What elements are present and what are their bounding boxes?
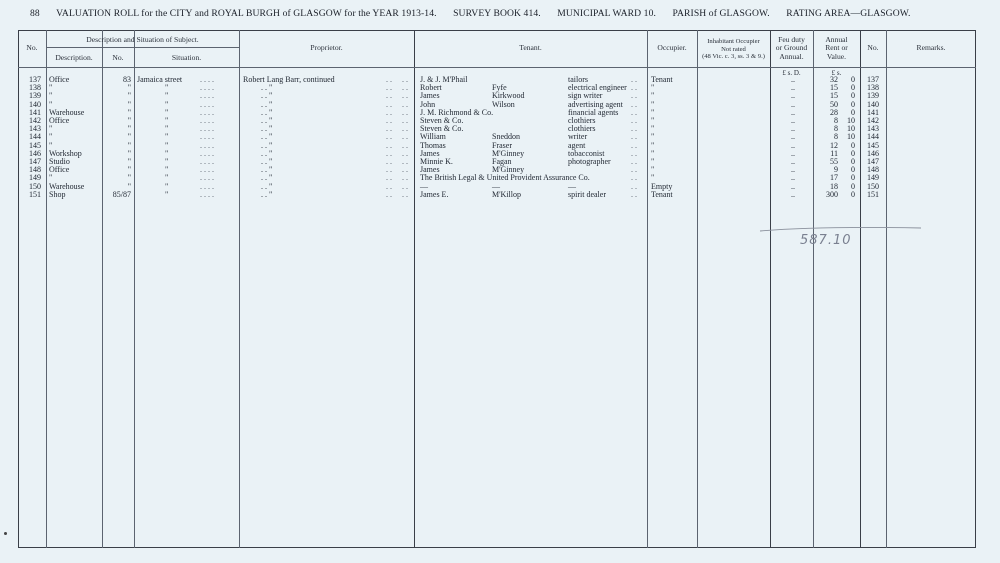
row-tenant-occupation: clothiers bbox=[568, 124, 596, 134]
row-description: Studio bbox=[49, 157, 70, 166]
row-rent-shillings: 0 bbox=[851, 148, 855, 158]
row-number: 141 bbox=[29, 107, 41, 117]
row-tenant-surname: Fraser bbox=[492, 140, 512, 150]
row-number-right: 145 bbox=[867, 140, 879, 150]
row-tenant-first: James bbox=[420, 91, 440, 101]
row-feu-duty: .. bbox=[791, 189, 795, 199]
row-number: 138 bbox=[29, 83, 41, 93]
col-rule bbox=[770, 30, 771, 548]
row-number-right: 144 bbox=[867, 132, 879, 142]
row-proprietor: . . " bbox=[261, 173, 273, 183]
row-situation: " bbox=[165, 91, 169, 101]
dot-leader: . . bbox=[386, 91, 392, 101]
row-occupier: " bbox=[651, 157, 655, 166]
dot-leader: . . . . bbox=[200, 157, 214, 166]
row-tenant-occupation: photographer bbox=[568, 157, 611, 166]
row-tenant-first: Steven & Co. bbox=[420, 124, 464, 134]
row-tenant-occupation: tailors bbox=[568, 75, 588, 84]
dot-leader: . . bbox=[631, 181, 637, 191]
row-rent-shillings: 10 bbox=[847, 124, 855, 134]
row-occupier: " bbox=[651, 107, 655, 117]
roll-title: VALUATION ROLL for the CITY and ROYAL BURGH of GLASGOW for the YEAR 1913-14. bbox=[56, 8, 437, 19]
header-no-right: No. bbox=[867, 43, 879, 52]
dot-leader: . . bbox=[386, 132, 392, 142]
row-situation: " bbox=[165, 189, 169, 199]
row-rent-pounds: 9 bbox=[834, 165, 838, 175]
row-description: Office bbox=[49, 116, 70, 125]
row-description: Office bbox=[49, 75, 70, 84]
page-header bbox=[30, 8, 990, 19]
row-street-number: " bbox=[127, 148, 131, 158]
row-proprietor: . . " bbox=[261, 107, 273, 117]
row-number-right: 138 bbox=[867, 83, 879, 93]
row-occupier: " bbox=[651, 132, 655, 142]
row-feu-duty: .. bbox=[791, 173, 795, 183]
row-occupier: " bbox=[651, 116, 655, 125]
row-proprietor: . . " bbox=[261, 189, 273, 199]
row-street-number: " bbox=[127, 181, 131, 191]
handwritten-total: 587.10 bbox=[800, 233, 852, 248]
dot-leader: . . bbox=[402, 173, 408, 183]
row-tenant-occupation: — bbox=[568, 181, 576, 191]
row-tenant-occupation: agent bbox=[568, 140, 586, 150]
row-rent-pounds: 50 bbox=[830, 99, 838, 109]
dot-leader: . . bbox=[402, 99, 408, 109]
header-feu-line1: Feu duty bbox=[778, 35, 805, 44]
row-rent-pounds: 17 bbox=[830, 173, 838, 183]
header-tenant: Tenant. bbox=[519, 43, 542, 52]
row-situation: " bbox=[165, 83, 169, 93]
row-feu-duty: .. bbox=[791, 132, 795, 142]
header-rent-line1: Annual bbox=[825, 35, 848, 44]
row-proprietor: . . " bbox=[261, 140, 273, 150]
row-situation: " bbox=[165, 99, 169, 109]
row-situation: " bbox=[165, 116, 169, 125]
header-inhabitant bbox=[697, 38, 770, 61]
row-rent-shillings: 10 bbox=[847, 132, 855, 142]
row-situation: " bbox=[165, 140, 169, 150]
row-description: " bbox=[49, 91, 53, 101]
rating-area: RATING AREA—GLASGOW. bbox=[786, 8, 911, 19]
row-tenant-occupation: clothiers bbox=[568, 116, 596, 125]
row-occupier: Empty bbox=[651, 181, 673, 191]
dot-leader: . . bbox=[386, 107, 392, 117]
row-tenant-surname: Fagan bbox=[492, 157, 512, 166]
header-annual-rent bbox=[813, 36, 860, 61]
row-rent-shillings: 0 bbox=[851, 140, 855, 150]
header-situation: Situation. bbox=[171, 53, 202, 62]
dot-leader: . . bbox=[386, 99, 392, 109]
header-feu-duty bbox=[770, 36, 813, 61]
header-rent-units: £ s. bbox=[831, 69, 842, 77]
row-proprietor: . . " bbox=[261, 157, 273, 166]
row-rent-pounds: 55 bbox=[830, 157, 838, 166]
row-number-right: 148 bbox=[867, 165, 879, 175]
row-description: Shop bbox=[49, 189, 66, 199]
row-tenant-occupation: electrical engineer bbox=[568, 83, 627, 93]
row-street-number: 85/87 bbox=[112, 189, 131, 199]
row-feu-duty: .. bbox=[791, 99, 795, 109]
dot-leader: . . bbox=[402, 75, 408, 84]
dot-leader: . . . . bbox=[200, 99, 214, 109]
row-number: 137 bbox=[29, 75, 41, 84]
row-description: " bbox=[49, 132, 53, 142]
row-description: Warehouse bbox=[49, 181, 85, 191]
col-rule bbox=[697, 30, 698, 548]
dot-leader: . . bbox=[631, 107, 637, 117]
row-tenant-first: William bbox=[420, 132, 446, 142]
row-rent-shillings: 0 bbox=[851, 181, 855, 191]
row-situation: " bbox=[165, 148, 169, 158]
dot-leader: . . bbox=[402, 83, 408, 93]
dot-leader: . . bbox=[631, 157, 637, 166]
dot-leader: . . bbox=[631, 140, 637, 150]
row-number-right: 146 bbox=[867, 148, 879, 158]
row-tenant-first: — bbox=[420, 181, 428, 191]
row-tenant-surname: M'Killop bbox=[492, 189, 521, 199]
dot-leader: . . bbox=[386, 157, 392, 166]
dot-leader: . . bbox=[402, 181, 408, 191]
header-inhabitant-line3: (48 Vic. c. 3, ss. 3 & 9.) bbox=[702, 53, 765, 61]
dot-leader: . . bbox=[386, 165, 392, 175]
row-proprietor: Robert Lang Barr, continued bbox=[243, 75, 335, 84]
survey-book: SURVEY BOOK 414. bbox=[453, 8, 541, 19]
row-number-right: 142 bbox=[867, 116, 879, 125]
row-number: 149 bbox=[29, 173, 41, 183]
dot-leader: . . bbox=[402, 157, 408, 166]
header-inhabitant-line1: Inhabitant Occupier bbox=[707, 38, 760, 45]
municipal-ward: MUNICIPAL WARD 10. bbox=[557, 8, 656, 19]
dot-leader: . . . . bbox=[200, 165, 214, 175]
row-situation: Jamaica street bbox=[137, 75, 183, 84]
row-street-number: 83 bbox=[123, 75, 131, 84]
row-number: 143 bbox=[29, 124, 41, 134]
dot-leader: . . bbox=[631, 99, 637, 109]
header-description-group: Description and Situation of Subject. bbox=[86, 35, 199, 44]
row-proprietor: . . " bbox=[261, 83, 273, 93]
row-number: 145 bbox=[29, 140, 41, 150]
header-rent-line2: Rent or bbox=[825, 43, 848, 53]
row-tenant-first: John bbox=[420, 99, 436, 109]
row-rent-pounds: 8 bbox=[834, 132, 838, 142]
header-occupier: Occupier. bbox=[657, 43, 687, 52]
dot-leader: . . bbox=[402, 107, 408, 117]
row-tenant-occupation: financial agents bbox=[568, 107, 619, 117]
row-occupier: " bbox=[651, 165, 655, 175]
row-tenant-first: Robert bbox=[420, 83, 442, 93]
row-feu-duty: .. bbox=[791, 91, 795, 101]
row-number: 139 bbox=[29, 91, 41, 101]
row-rent-pounds: 8 bbox=[834, 116, 838, 125]
row-tenant-surname: Wilson bbox=[492, 99, 515, 109]
row-rent-pounds: 28 bbox=[830, 107, 838, 117]
dot-leader: . . bbox=[631, 165, 637, 175]
row-tenant-surname: Sneddon bbox=[492, 132, 520, 142]
row-feu-duty: .. bbox=[791, 107, 795, 117]
row-rent-pounds: 11 bbox=[830, 148, 838, 158]
row-description: " bbox=[49, 173, 53, 183]
row-street-number: " bbox=[127, 116, 131, 125]
dot-leader: . . bbox=[631, 116, 637, 125]
dot-leader: . . bbox=[402, 165, 408, 175]
row-feu-duty: .. bbox=[791, 181, 795, 191]
dot-leader: . . . . bbox=[200, 83, 214, 93]
row-description: Warehouse bbox=[49, 107, 85, 117]
parish: PARISH of GLASGOW. bbox=[672, 8, 770, 19]
row-street-number: " bbox=[127, 83, 131, 93]
dot-leader: . . bbox=[386, 181, 392, 191]
row-proprietor: . . " bbox=[261, 181, 273, 191]
dot-leader: . . bbox=[402, 148, 408, 158]
dot-leader: . . . . bbox=[200, 140, 214, 150]
row-proprietor: . . " bbox=[261, 124, 273, 134]
row-number: 150 bbox=[29, 181, 41, 191]
dot-leader: . . . . bbox=[200, 124, 214, 134]
row-number-right: 141 bbox=[867, 107, 879, 117]
row-proprietor: . . " bbox=[261, 116, 273, 125]
margin-dot bbox=[4, 532, 7, 535]
dot-leader: . . . . bbox=[200, 91, 214, 101]
page-number: 88 bbox=[30, 8, 40, 19]
header-remarks: Remarks. bbox=[916, 43, 946, 52]
row-tenant-first: J. M. Richmond & Co. bbox=[420, 107, 494, 117]
row-description: " bbox=[49, 124, 53, 134]
row-rent-pounds: 32 bbox=[830, 75, 838, 84]
row-situation: " bbox=[165, 107, 169, 117]
row-feu-duty: .. bbox=[791, 157, 795, 166]
row-feu-duty: .. bbox=[791, 165, 795, 175]
row-tenant-surname: — bbox=[492, 181, 500, 191]
row-tenant-first: J. & J. M'Phail bbox=[420, 75, 468, 84]
row-occupier: " bbox=[651, 124, 655, 134]
row-rent-pounds: 15 bbox=[830, 91, 838, 101]
header-proprietor: Proprietor. bbox=[310, 43, 343, 52]
dot-leader: . . bbox=[631, 75, 637, 84]
row-number-right: 151 bbox=[867, 189, 879, 199]
dot-leader: . . . . bbox=[200, 132, 214, 142]
row-number-right: 143 bbox=[867, 124, 879, 134]
row-description: " bbox=[49, 140, 53, 150]
row-number-right: 137 bbox=[867, 75, 879, 84]
row-feu-duty: .. bbox=[791, 116, 795, 125]
row-number: 147 bbox=[29, 157, 41, 166]
row-description: Workshop bbox=[49, 148, 82, 158]
dot-leader: . . bbox=[402, 91, 408, 101]
row-tenant-occupation: spirit dealer bbox=[568, 189, 606, 199]
row-tenant-occupation: writer bbox=[568, 132, 588, 142]
row-occupier: Tenant bbox=[651, 189, 673, 199]
row-rent-pounds: 15 bbox=[830, 83, 838, 93]
row-rent-shillings: 0 bbox=[851, 107, 855, 117]
row-tenant-occupation: tobacconist bbox=[568, 148, 605, 158]
dot-leader: . . bbox=[631, 148, 637, 158]
row-occupier: Tenant bbox=[651, 75, 673, 84]
dot-leader: . . . . bbox=[200, 107, 214, 117]
dot-leader: . . bbox=[386, 173, 392, 183]
row-proprietor: . . " bbox=[261, 165, 273, 175]
dot-leader: . . bbox=[386, 124, 392, 134]
row-number: 142 bbox=[29, 116, 41, 125]
row-street-number: " bbox=[127, 124, 131, 134]
header-inhabitant-line2: Not rated bbox=[721, 45, 746, 53]
col-rule bbox=[46, 30, 47, 548]
row-situation: " bbox=[165, 132, 169, 142]
row-occupier: " bbox=[651, 173, 655, 183]
col-rule bbox=[414, 30, 415, 548]
row-street-number: " bbox=[127, 173, 131, 183]
row-tenant-first: Thomas bbox=[420, 140, 446, 150]
row-occupier: " bbox=[651, 140, 655, 150]
dot-leader: . . bbox=[631, 124, 637, 134]
row-situation: " bbox=[165, 181, 169, 191]
row-rent-shillings: 0 bbox=[851, 189, 855, 199]
dot-leader: . . bbox=[631, 132, 637, 142]
row-street-number: " bbox=[127, 107, 131, 117]
row-feu-duty: .. bbox=[791, 140, 795, 150]
dot-leader: . . bbox=[631, 91, 637, 101]
row-street-number: " bbox=[127, 157, 131, 166]
row-rent-shillings: 0 bbox=[851, 83, 855, 93]
row-rent-shillings: 10 bbox=[847, 116, 855, 125]
header-number: No. bbox=[112, 53, 124, 62]
row-tenant-first: James E. bbox=[420, 189, 449, 199]
row-situation: " bbox=[165, 165, 169, 175]
row-tenant-surname: M'Ginney bbox=[492, 148, 525, 158]
row-tenant-first: James bbox=[420, 148, 440, 158]
header-feu-line3: Annual. bbox=[779, 51, 804, 61]
header-feu-line2: or Ground bbox=[775, 43, 808, 53]
row-number-right: 147 bbox=[867, 157, 879, 166]
row-feu-duty: .. bbox=[791, 148, 795, 158]
row-rent-shillings: 0 bbox=[851, 157, 855, 166]
row-proprietor: . . " bbox=[261, 91, 273, 101]
row-number: 148 bbox=[29, 165, 41, 175]
row-number: 140 bbox=[29, 99, 41, 109]
row-tenant-surname: M'Ginney bbox=[492, 165, 525, 175]
row-occupier: " bbox=[651, 83, 655, 93]
row-occupier: " bbox=[651, 91, 655, 101]
row-tenant-occupation: advertising agent bbox=[568, 99, 623, 109]
row-tenant-first: Minnie K. bbox=[420, 157, 453, 166]
group-rule bbox=[46, 47, 239, 48]
dot-leader: . . bbox=[402, 189, 408, 199]
dot-leader: . . . . bbox=[200, 148, 214, 158]
row-rent-shillings: 0 bbox=[851, 173, 855, 183]
row-proprietor: . . " bbox=[261, 99, 273, 109]
row-rent-shillings: 0 bbox=[851, 91, 855, 101]
row-tenant-surname: Fyfe bbox=[492, 83, 507, 93]
dot-leader: . . . . bbox=[200, 116, 214, 125]
header-rent-line3: Value. bbox=[826, 51, 847, 61]
dot-leader: . . . . bbox=[200, 173, 214, 183]
row-description: Office bbox=[49, 165, 70, 175]
dot-leader: . . bbox=[402, 140, 408, 150]
col-rule bbox=[134, 30, 135, 548]
row-feu-duty: .. bbox=[791, 83, 795, 93]
row-street-number: " bbox=[127, 91, 131, 101]
row-feu-duty: .. bbox=[791, 124, 795, 134]
row-street-number: " bbox=[127, 132, 131, 142]
dot-leader: . . bbox=[631, 83, 637, 93]
dot-leader: . . . . bbox=[200, 75, 214, 84]
dot-leader: . . bbox=[402, 116, 408, 125]
row-proprietor: . . " bbox=[261, 148, 273, 158]
row-street-number: " bbox=[127, 140, 131, 150]
row-tenant-first: The British Legal & United Provident Assurance Co. bbox=[420, 173, 590, 183]
dot-leader: . . bbox=[386, 75, 392, 84]
row-rent-pounds: 12 bbox=[830, 140, 838, 150]
row-situation: " bbox=[165, 124, 169, 134]
row-number: 144 bbox=[29, 132, 41, 142]
dot-leader: . . . . bbox=[200, 181, 214, 191]
dot-leader: . . bbox=[402, 132, 408, 142]
row-proprietor: . . " bbox=[261, 132, 273, 142]
dot-leader: . . bbox=[386, 83, 392, 93]
row-situation: " bbox=[165, 173, 169, 183]
row-feu-duty: .. bbox=[791, 75, 795, 84]
col-rule bbox=[886, 30, 887, 548]
row-occupier: " bbox=[651, 148, 655, 158]
dot-leader: . . bbox=[386, 116, 392, 125]
row-number: 146 bbox=[29, 148, 41, 158]
dot-leader: . . bbox=[386, 189, 392, 199]
row-number-right: 149 bbox=[867, 173, 879, 183]
col-rule bbox=[860, 30, 861, 548]
row-tenant-surname: Kirkwood bbox=[492, 91, 525, 101]
dot-leader: . . bbox=[631, 189, 637, 199]
row-rent-pounds: 8 bbox=[834, 124, 838, 134]
row-number-right: 139 bbox=[867, 91, 879, 101]
dot-leader: . . bbox=[402, 124, 408, 134]
row-situation: " bbox=[165, 157, 169, 166]
dot-leader: . . bbox=[386, 140, 392, 150]
row-number: 151 bbox=[29, 189, 41, 199]
header-rule bbox=[18, 67, 976, 68]
dot-leader: . . . . bbox=[200, 189, 214, 199]
row-rent-shillings: 0 bbox=[851, 165, 855, 175]
row-number-right: 140 bbox=[867, 99, 879, 109]
row-tenant-first: James bbox=[420, 165, 440, 175]
row-description: " bbox=[49, 83, 53, 93]
dot-leader: . . bbox=[631, 173, 637, 183]
row-street-number: " bbox=[127, 99, 131, 109]
row-rent-shillings: 0 bbox=[851, 99, 855, 109]
row-number-right: 150 bbox=[867, 181, 879, 191]
header-feu-units: £ s. D. bbox=[782, 69, 801, 77]
header-no: No. bbox=[26, 43, 38, 52]
header-description: Description. bbox=[55, 53, 93, 62]
row-tenant-first: Steven & Co. bbox=[420, 116, 464, 125]
row-occupier: " bbox=[651, 99, 655, 109]
row-street-number: " bbox=[127, 165, 131, 175]
row-tenant-occupation: sign writer bbox=[568, 91, 603, 101]
row-rent-pounds: 300 bbox=[826, 189, 838, 199]
row-rent-pounds: 18 bbox=[830, 181, 838, 191]
row-description: " bbox=[49, 99, 53, 109]
dot-leader: . . bbox=[386, 148, 392, 158]
row-rent-shillings: 0 bbox=[851, 75, 855, 84]
